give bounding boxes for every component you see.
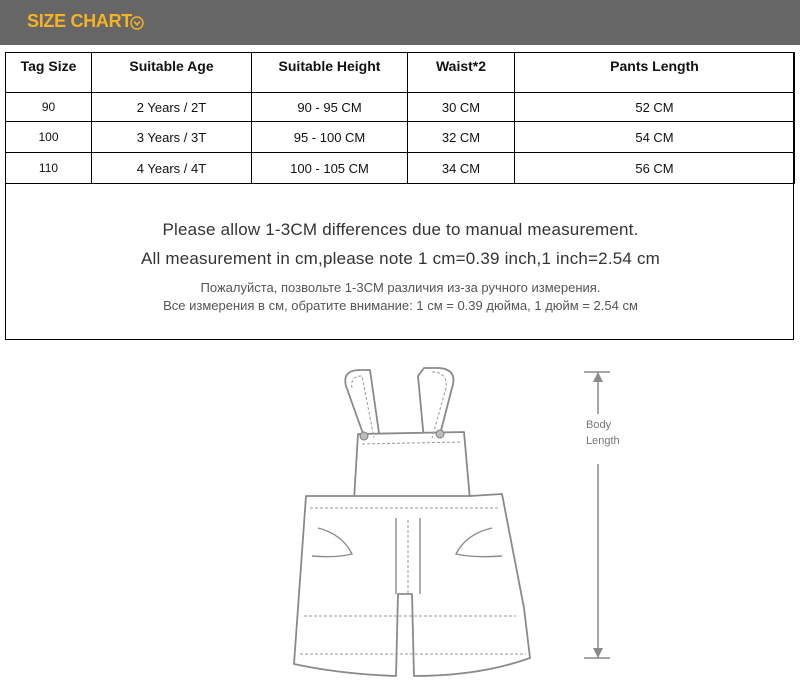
- column-header: Tag Size: [6, 53, 92, 93]
- note-english-line: All measurement in cm,please note 1 cm=0.39 inch,1 inch=2.54 cm: [140, 249, 661, 268]
- note-english-line: Please allow 1-3CM differences due to manual measurement.: [162, 220, 639, 239]
- column-header: Suitable Height: [252, 53, 408, 93]
- column-header: Pants Length: [515, 53, 795, 93]
- right-strap: [418, 368, 454, 442]
- table-cell: 4 Years / 4T: [92, 153, 252, 184]
- column-header: Suitable Age: [92, 53, 252, 93]
- table-cell: 90: [6, 93, 92, 122]
- table-cell: 2 Years / 2T: [92, 93, 252, 122]
- table-row: [6, 153, 795, 184]
- size-chart-box: [5, 52, 794, 340]
- note-russian-line: Пожалуйста, позвольте 1-3CM различия из-за ручного измерения.: [200, 280, 601, 295]
- table-cell: 52 CM: [515, 93, 795, 122]
- header-bar: [0, 0, 800, 45]
- table-cell: 110: [6, 153, 92, 184]
- table-cell: 54 CM: [515, 122, 795, 153]
- table-cell: 34 CM: [408, 153, 515, 184]
- header-title: SIZE CHART: [27, 11, 133, 31]
- chevron-circle-down-icon: [130, 16, 144, 30]
- table-header-row: [6, 53, 795, 93]
- table-cell: 95 - 100 CM: [252, 122, 408, 153]
- table-row: [6, 93, 795, 122]
- button-left: [360, 432, 368, 440]
- table-cell: 100: [6, 122, 92, 153]
- measure-label-body: Body: [586, 419, 612, 431]
- table-cell: 100 - 105 CM: [252, 153, 408, 184]
- size-table: [5, 52, 795, 184]
- table-cell: 30 CM: [408, 93, 515, 122]
- table-cell: 3 Years / 3T: [92, 122, 252, 153]
- button-right: [436, 430, 444, 438]
- measurement-notes: [6, 213, 795, 315]
- measure-label-length: Length: [586, 435, 620, 447]
- column-header: Waist*2: [408, 53, 515, 93]
- table-cell: 56 CM: [515, 153, 795, 184]
- table-cell: 32 CM: [408, 122, 515, 153]
- table-row: [6, 122, 795, 153]
- left-strap: [345, 370, 380, 442]
- note-russian-line: Все измерения в см, обратите внимание: 1 см = 0.39 дюйма, 1 дюйм = 2.54 см: [163, 298, 638, 313]
- overall-shorts: [294, 494, 530, 676]
- table-cell: 90 - 95 CM: [252, 93, 408, 122]
- overalls-diagram: [280, 358, 640, 693]
